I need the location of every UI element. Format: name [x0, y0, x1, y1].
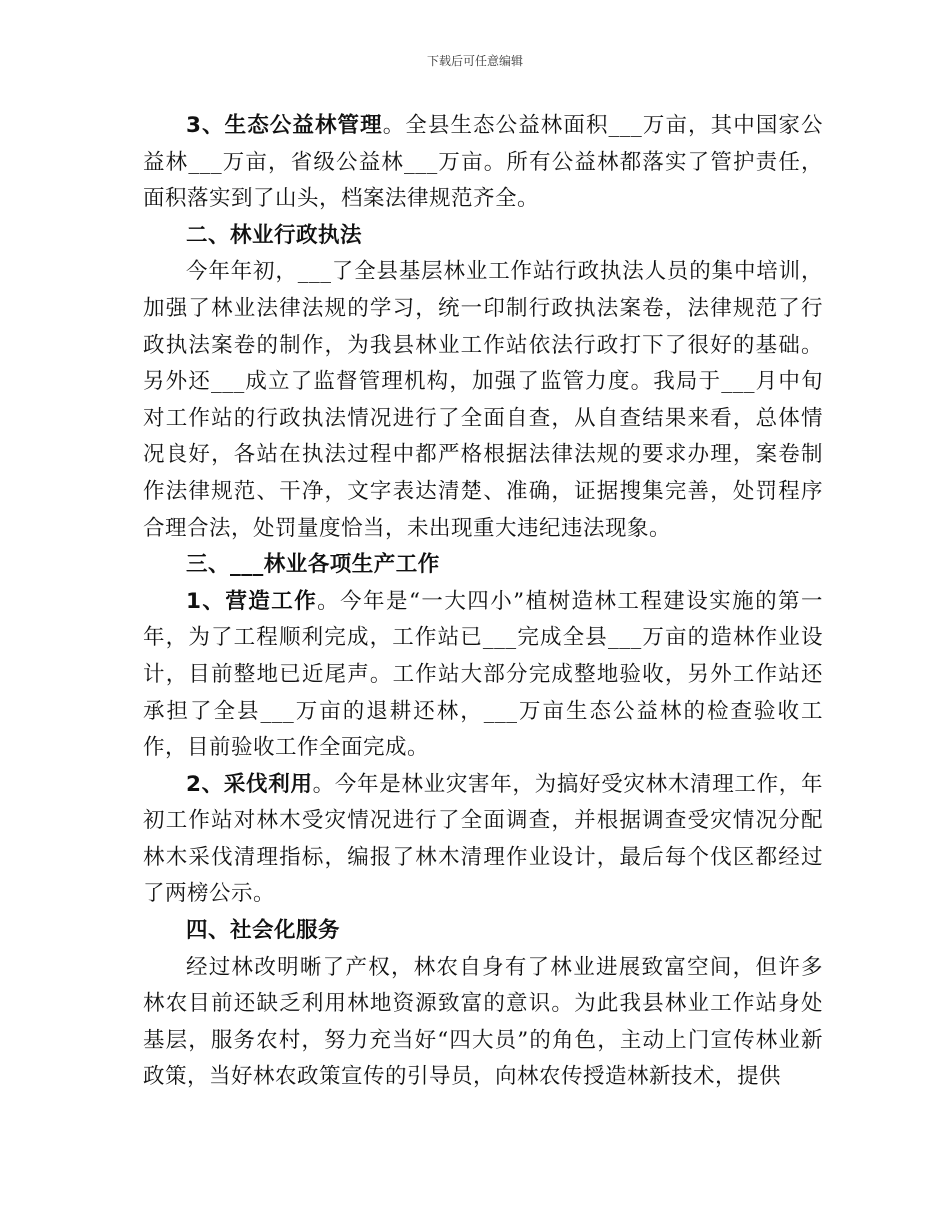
paragraph-ecological-forest: [143, 108, 823, 218]
paragraph-social-service: 经过林改明晰了产权，林农自身有了林业进展致富空间，但许多林农目前还缺乏利用林地资源致富的意识。为此我县林业工作站身处基层，服务农村，努力充当好“四大员”的角色，主动上门宣传林业新政策，当好林农政策宣传的引导员，向林农传授造林新技术，提供: [143, 954, 823, 1090]
paragraph-lead-logging: 2、采伐利用: [186, 771, 313, 797]
paragraph-text-logging: 。今年是林业灾害年，为搞好受灾林木清理工作，年初工作站对林木受灾情况进行了全面调查，并根据调查受灾情况分配林木采伐清理指标，编报了林木清理作业设计，最后每个伐区都经过了两榜公示。: [143, 771, 823, 907]
paragraph-text-afforestation: 。今年是“一大四小”植树造林工程建设实施的第一年，为了工程顺利完成，工作站已___完成全县___万亩的造林作业设计，目前整地已近尾声。工作站大部分完成整地验收，另外工作站还承担了全县___万亩的退耕还林，___万亩生态公益林的检查验收工作，目前验收工作全面完成。: [143, 588, 823, 761]
paragraph-law-enforcement: 今年年初，___了全县基层林业工作站行政执法人员的集中培训，加强了林业法律法规的学习，统一印制行政执法案卷，法律规范了行政执法案卷的制作，为我县林业工作站依法行政打下了很好的基础。另外还___成立了监督管理机构，加强了监管力度。我局于___月中旬对工作站的行政执法情况进行了全面自查，从自查结果来看，总体情况良好，各站在执法过程中都严格根据法律法规的要求办理，案卷制作法律规范、干净，文字表达清楚、准确，证据搜集完善，处罚程序合理合法，处罚量度恰当，未出现重大违纪违法现象。: [143, 259, 823, 541]
paragraph-text-ecological-forest: 。全县生态公益林面积___万亩，其中国家公益林___万亩，省级公益林___万亩。所有公益林都落实了管护责任，面积落实到了山头，档案法律规范齐全。: [143, 113, 823, 212]
document-body: [143, 108, 823, 1096]
paragraph-logging: [143, 767, 823, 913]
section-heading-4: 四、社会化服务: [186, 918, 341, 944]
section-heading-2: 二、林业行政执法: [186, 222, 363, 248]
page-header-note: 下载后可任意编辑: [426, 54, 523, 68]
section-heading-3: 三、___林业各项生产工作: [186, 552, 440, 578]
paragraph-afforestation: [143, 584, 823, 767]
paragraph-lead-ecological-forest: 3、生态公益林管理: [186, 113, 383, 138]
paragraph-lead-afforestation: 1、营造工作: [186, 588, 318, 614]
